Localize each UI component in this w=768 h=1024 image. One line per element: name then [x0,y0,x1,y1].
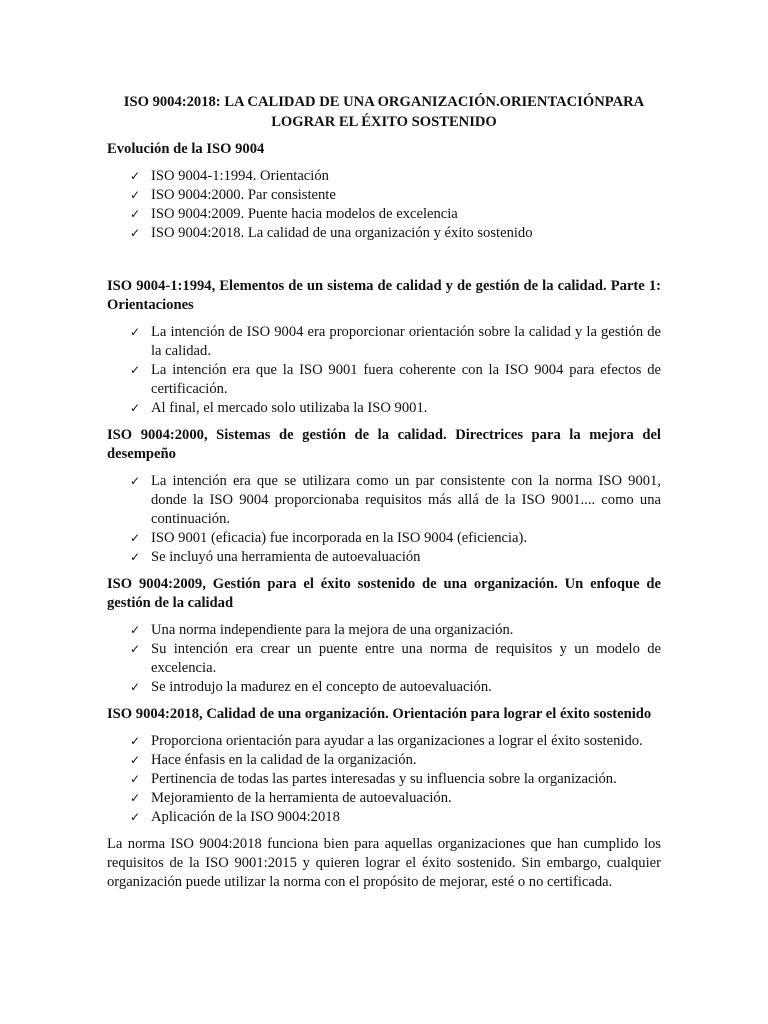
bullet-list [107,621,661,697]
list-item [107,323,661,361]
check-mark-icon: ✓ [130,753,141,767]
check-mark-icon: ✓ [130,680,141,694]
list-item [107,224,661,243]
list-item-text: Pertinencia de todas las partes interesadas y su influencia sobre la organización. [151,771,617,787]
list-item-text: Una norma independiente para la mejora de una organización. [151,622,514,638]
list-item-text: Proporciona orientación para ayudar a las organizaciones a lograr el éxito sostenido. [151,733,643,749]
list-item-text: ISO 9004:2000. Par consistente [151,187,336,203]
list-item-text: La intención era que se utilizara como un par consistente con la norma ISO 9001, donde la ISO 9004 proporcionaba requisitos más allá de la ISO 9001.... como una continuación. [151,473,661,527]
document-page [107,92,661,892]
section-heading: ISO 9004:2000, Sistemas de gestión de la calidad. Directrices para la mejora del desempeño [107,427,661,462]
check-mark-icon: ✓ [130,772,141,786]
list-item [107,205,661,224]
bullet-list [107,732,661,827]
list-item [107,732,661,751]
check-mark-icon: ✓ [130,188,141,202]
bullet-list [107,323,661,418]
list-item-text: Su intención era crear un puente entre una norma de requisitos y un modelo de excelencia. [151,641,661,676]
list-item-text: Al final, el mercado solo utilizaba la ISO 9001. [151,400,428,416]
list-item-text: Se incluyó una herramienta de autoevaluación [151,549,421,565]
check-mark-icon: ✓ [130,791,141,805]
list-item-text: ISO 9001 (eficacia) fue incorporada en la ISO 9004 (eficiencia). [151,530,528,546]
list-item [107,472,661,529]
check-mark-icon: ✓ [130,734,141,748]
list-item [107,399,661,418]
list-item-text: La intención era que la ISO 9001 fuera coherente con la ISO 9004 para efectos de certificación. [151,362,661,397]
check-mark-icon: ✓ [130,207,141,221]
list-item-text: Hace énfasis en la calidad de la organización. [151,752,417,768]
list-item [107,529,661,548]
list-item [107,751,661,770]
bullet-list [107,472,661,567]
list-item-text: Aplicación de la ISO 9004:2018 [151,809,340,825]
list-item-text: Mejoramiento de la herramienta de autoevaluación. [151,790,452,806]
check-mark-icon: ✓ [130,363,141,377]
bullet-list [107,167,661,243]
check-mark-icon: ✓ [130,810,141,824]
check-mark-icon: ✓ [130,550,141,564]
list-item-text: Se introdujo la madurez en el concepto de autoevaluación. [151,679,492,695]
list-item [107,640,661,678]
list-item-text: La intención de ISO 9004 era proporcionar orientación sobre la calidad y la gestión de la calidad. [151,324,661,359]
list-item [107,770,661,789]
check-mark-icon: ✓ [130,401,141,415]
check-mark-icon: ✓ [130,226,141,240]
check-mark-icon: ✓ [130,169,141,183]
list-item [107,167,661,186]
section-heading: Evolución de la ISO 9004 [107,141,265,157]
check-mark-icon: ✓ [130,642,141,656]
list-item [107,621,661,640]
check-mark-icon: ✓ [130,474,141,488]
list-item [107,361,661,399]
list-item [107,186,661,205]
closing-paragraph: La norma ISO 9004:2018 funciona bien para aquellas organizaciones que han cumplido los requisitos de la ISO 9001:2015 y quieren lograr el éxito sostenido. Sin embargo, cualquier organización puede utilizar la norma con el propósito de mejorar, esté o no certificada. [107,836,661,890]
list-item-text: ISO 9004:2009. Puente hacia modelos de excelencia [151,206,458,222]
list-item [107,678,661,697]
list-item [107,789,661,808]
list-item-text: ISO 9004-1:1994. Orientación [151,168,329,184]
section-heading: ISO 9004-1:1994, Elementos de un sistema de calidad y de gestión de la calidad. Parte 1: Orientaciones [107,278,661,313]
list-item-text: ISO 9004:2018. La calidad de una organización y éxito sostenido [151,225,533,241]
section-heading: ISO 9004:2009, Gestión para el éxito sostenido de una organización. Un enfoque de gestión de la calidad [107,576,661,611]
check-mark-icon: ✓ [130,531,141,545]
document-title: ISO 9004:2018: LA CALIDAD DE UNA ORGANIZACIÓN.ORIENTACIÓNPARA LOGRAR EL ÉXITO SOSTENIDO [123,94,645,130]
section-heading: ISO 9004:2018, Calidad de una organización. Orientación para lograr el éxito sostenido [107,706,652,722]
check-mark-icon: ✓ [130,623,141,637]
check-mark-icon: ✓ [130,325,141,339]
list-item [107,808,661,827]
list-item [107,548,661,567]
